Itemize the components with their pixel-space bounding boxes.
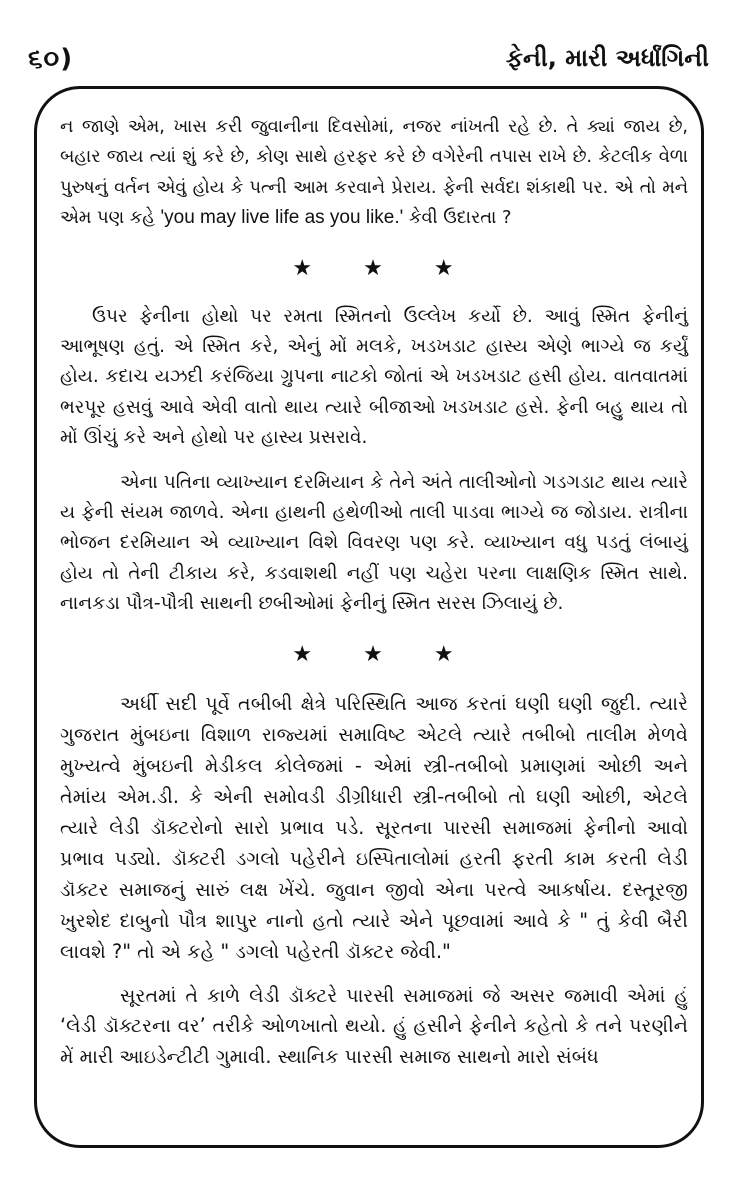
- paragraph-gap: [60, 454, 688, 468]
- paragraph-1-gujarati: ન જાણે એમ, ખાસ કરી જુવાનીના દિવસોમાં, નજર નાંખતી રહે છે. તે ક્યાં જાય છે, બહાર જાય ત્યાં શું કરે છે, કોણ સાથે હરફર કરે છે વગેરેની તપાસ રાખે છે. કેટલીક વેળા પુરુષનું વર્તન એવું હોય કે પત્ની આમ કરવાને પ્રેરાય. ફેની સર્વદા શંકાથી પર. એ તો મને એમ પણ કહે: [60, 116, 688, 229]
- running-title: ફેની, મારી અર્ધાંગિની: [505, 44, 709, 72]
- page-body: [60, 112, 688, 1072]
- paragraph-1-english-quote: 'you may live life as you like.': [160, 207, 404, 229]
- paragraph-1-end: કેવી ઉદારતા ?: [408, 207, 512, 229]
- page-number: ૬૦): [28, 44, 74, 74]
- section-divider-stars: ★ ★ ★: [292, 255, 476, 281]
- paragraph-3: એના પતિના વ્યાખ્યાન દરમિયાન કે તેને અંતે તાલીઓનો ગડગડાટ થાય ત્યારે ય ફેની સંયમ જાળવે. એના હાથની હથેળીઓ તાલી પાડવા ભાગ્યે જ જોડાય. રાત્રીના ભોજન દરમિયાન એ વ્યાખ્યાન વિશે વિવરણ પણ કરે. વ્યાખ્યાન વધુ પડતું લંબાયું હોય તો તેની ટીકાય કરે, કડવાશથી નહીં પણ ચહેરા પરના લાક્ષણિક સ્મિત સાથે. નાનકડા પૌત્ર-પૌત્રી સાથની છબીઓમાં ફેનીનું સ્મિત સરસ ઝિલાયું છે.: [60, 471, 688, 615]
- paragraph-2: ઉપર ફેનીના હોથો પર રમતા સ્મિતનો ઉલ્લેખ કર્યો છે. આવું સ્મિત ફેનીનું આભૂષણ હતું. એ સ્મિત કરે, એનું મોં મલકે, ખડખડાટ હાસ્ય એણે ભાગ્યે જ કર્યું હોય. કદાચ યઝદી કરંજિયા ગ્રુપના નાટકો જોતાં એ ખડખડાટ હસી હોય. વાતવાતમાં ભરપૂર હસવું આવે એવી વાતો થાય ત્યારે બીજાઓ ખડખડાટ હસે. ફેની બહુ થાય તો મોં ઊંચું કરે અને હોથો પર હાસ્ય પ્રસરાવે.: [60, 305, 688, 449]
- section-divider-stars-2: ★ ★ ★: [292, 641, 476, 667]
- paragraph-1: [60, 112, 688, 234]
- paragraph-4: અર્ધી સદી પૂર્વે તબીબી ક્ષેત્રે પરિસ્થિતિ આજ કરતાં ઘણી ઘણી જુદી. ત્યારે ગુજરાત મુંબઇના વિશાળ રાજ્યમાં સમાવિષ્ટ એટલે ત્યારે તબીબો તાલીમ મેળવે મુખ્યત્વે મુંબઇની મેડીકલ કોલેજમાં - એમાં સ્ત્રી-તબીબો પ્રમાણમાં ઓછી અને તેમાંય એમ.ડી. કે એની સમોવડી ડીગ્રીધારી સ્ત્રી-તબીબો તો ઘણી ઓછી, એટલે ત્યારે લેડી ડૉક્ટરોનો સારો પ્રભાવ પડે. સૂરતના પારસી સમાજમાં ફેનીનો આવો પ્રભાવ પડ્યો. ડૉક્ટરી ડગલો પહેરીને ઇસ્પિતાલોમાં હરતી ફરતી કામ કરતી લેડી ડૉક્ટર સમાજનું સારું લક્ષ ખેંચે. જુવાન જીવો એના પરત્વે આકર્ષાય. દસ્તૂરજી ખુરશેદ દાબુનો પૌત્ર શાપુર નાનો હતો ત્યારે એને પૂછવામાં આવે કે " તું કેવી બૈરી લાવશે ?" તો એ કહે " ડગલો પહેરતી ડૉક્ટર જેવી.": [60, 691, 688, 963]
- paragraph-5: સૂરતમાં તે કાળે લેડી ડૉક્ટરે પારસી સમાજમાં જે અસર જમાવી એમાં હું ‘લેડી ડૉક્ટરના વર’ તરીકે ઓળખાતો થયો. હું હસીને ફેનીને કહેતો કે તને પરણીને મેં મારી આઇડેન્ટીટી ગુમાવી. સ્થાનિક પારસી સમાજ સાથનો મારો સંબંધ: [60, 983, 688, 1068]
- paragraph-gap-2: [60, 967, 688, 981]
